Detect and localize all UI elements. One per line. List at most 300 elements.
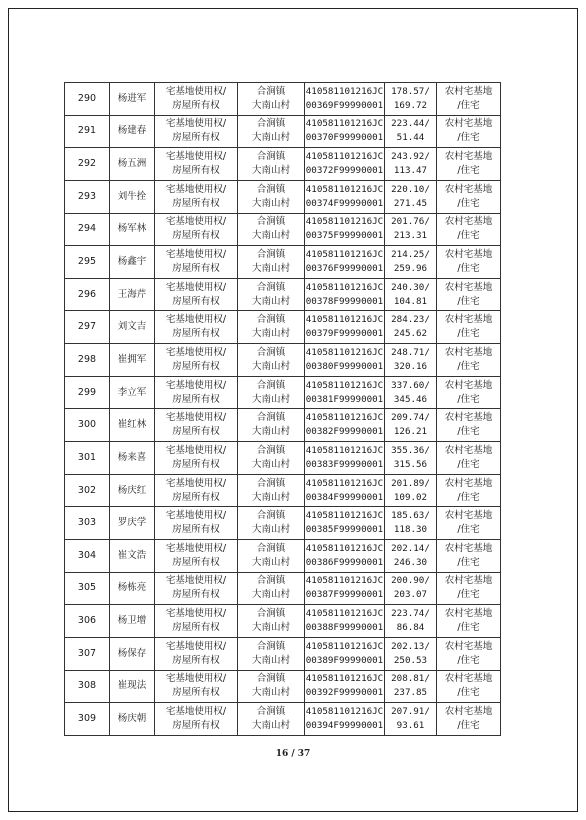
cell-owner-name: 刘牛拴 [110,180,155,213]
cell-serial-number: 309 [65,703,110,736]
cell-land-use-line: /住宅 [457,426,480,438]
cell-unit-code-line: 410581101216JC [305,412,384,424]
cell-right-type-line: 房屋所有权 [172,393,220,405]
cell-unit-code-line: 410581101216JC [305,85,384,97]
cell-unit-code-line: 00378F99990001 [305,295,384,307]
cell-location [238,344,305,377]
cell-location-line: 大南山村 [251,295,290,307]
table-row [65,344,501,377]
cell-land-use-line: /住宅 [457,556,480,568]
cell-right-type [155,278,238,311]
cell-right-type [155,442,238,475]
table-row [65,637,501,670]
cell-unit-code [305,474,385,507]
cell-location-line: 大南山村 [251,165,290,177]
cell-right-type [155,148,238,181]
cell-owner-name: 杨保存 [110,637,155,670]
cell-area-line: 259.96 [393,263,428,275]
cell-unit-code-line: 00387F99990001 [305,589,384,601]
cell-land-use-line: 农村宅基地 [444,249,493,261]
cell-unit-code-line: 00372F99990001 [305,165,384,177]
registration-table [64,82,501,736]
cell-land-use-line: /住宅 [457,524,480,536]
cell-right-type-line: 宅基地使用权/ [165,640,227,652]
cell-right-type-line: 宅基地使用权/ [165,216,227,228]
cell-location-line: 合涧镇 [256,673,286,685]
cell-unit-code-line: 410581101216JC [305,575,384,587]
cell-location-line: 大南山村 [251,524,290,536]
cell-area [385,572,437,605]
cell-owner-name: 罗庆学 [110,507,155,540]
cell-area-line: 315.56 [393,458,428,470]
cell-unit-code-line: 410581101216JC [305,281,384,293]
cell-right-type [155,83,238,116]
cell-unit-code-line: 00392F99990001 [305,687,384,699]
table-row [65,115,501,148]
cell-right-type [155,180,238,213]
cell-unit-code-line: 410581101216JC [305,183,384,195]
cell-serial-number: 291 [65,115,110,148]
cell-unit-code [305,376,385,409]
table-row [65,507,501,540]
cell-right-type-line: 房屋所有权 [172,295,220,307]
cell-location [238,180,305,213]
cell-right-type [155,213,238,246]
registration-table-body [65,83,501,736]
cell-land-use [437,409,501,442]
cell-area-line: 240.30/ [391,281,430,293]
cell-right-type [155,605,238,638]
cell-location-line: 大南山村 [251,99,290,111]
cell-unit-code-line: 00383F99990001 [305,458,384,470]
cell-right-type-line: 房屋所有权 [172,622,220,634]
cell-unit-code-line: 00375F99990001 [305,230,384,242]
cell-unit-code-line: 00376F99990001 [305,263,384,275]
cell-unit-code-line: 410581101216JC [305,542,384,554]
table-row [65,703,501,736]
cell-location-line: 合涧镇 [256,477,286,489]
cell-serial-number: 305 [65,572,110,605]
cell-area [385,539,437,572]
cell-owner-name: 杨来喜 [110,442,155,475]
cell-area-line: 337.60/ [391,379,430,391]
cell-unit-code-line: 00394F99990001 [305,719,384,731]
document-page [8,8,578,812]
cell-unit-code [305,148,385,181]
cell-owner-name: 崔现法 [110,670,155,703]
cell-location-line: 合涧镇 [256,314,286,326]
cell-owner-name: 崔文浩 [110,539,155,572]
cell-unit-code [305,311,385,344]
cell-unit-code [305,180,385,213]
cell-location-line: 大南山村 [251,263,290,275]
table-row [65,670,501,703]
cell-land-use [437,115,501,148]
cell-unit-code-line: 410581101216JC [305,510,384,522]
cell-serial-number: 293 [65,180,110,213]
cell-land-use-line: 农村宅基地 [444,608,493,620]
cell-area-line: 203.07 [393,589,428,601]
cell-location-line: 大南山村 [251,426,290,438]
cell-unit-code-line: 410581101216JC [305,249,384,261]
cell-area-line: 245.62 [393,328,428,340]
cell-area-line: 185.63/ [391,510,430,522]
cell-area [385,507,437,540]
cell-location-line: 合涧镇 [256,705,286,717]
cell-owner-name: 杨建春 [110,115,155,148]
cell-land-use-line: /住宅 [457,654,480,666]
cell-area [385,637,437,670]
table-row [65,246,501,279]
cell-owner-name: 王海芹 [110,278,155,311]
cell-land-use-line: /住宅 [457,328,480,340]
cell-land-use-line: 农村宅基地 [444,151,493,163]
cell-right-type-line: 房屋所有权 [172,99,220,111]
table-row [65,442,501,475]
cell-unit-code-line: 410581101216JC [305,640,384,652]
cell-location [238,605,305,638]
cell-land-use [437,83,501,116]
cell-right-type [155,474,238,507]
cell-serial-number: 303 [65,507,110,540]
cell-right-type [155,311,238,344]
cell-owner-name: 崔红林 [110,409,155,442]
cell-land-use-line: /住宅 [457,491,480,503]
cell-land-use-line: /住宅 [457,230,480,242]
page-number: 16 / 37 [275,749,311,759]
cell-land-use [437,703,501,736]
cell-location-line: 合涧镇 [256,640,286,652]
cell-right-type [155,115,238,148]
cell-area-line: 169.72 [393,99,428,111]
cell-land-use-line: 农村宅基地 [444,412,493,424]
cell-right-type-line: 宅基地使用权/ [165,346,227,358]
cell-unit-code-line: 410581101216JC [305,151,384,163]
cell-serial-number: 290 [65,83,110,116]
cell-owner-name: 杨进军 [110,83,155,116]
cell-location-line: 大南山村 [251,197,290,209]
cell-location [238,115,305,148]
cell-unit-code [305,539,385,572]
cell-land-use-line: /住宅 [457,263,480,275]
cell-area-line: 126.21 [393,426,428,438]
cell-land-use-line: 农村宅基地 [444,673,493,685]
cell-land-use [437,474,501,507]
cell-location-line: 合涧镇 [256,444,286,456]
cell-right-type-line: 房屋所有权 [172,524,220,536]
cell-area-line: 284.23/ [391,314,430,326]
cell-area [385,278,437,311]
cell-area [385,376,437,409]
cell-location-line: 大南山村 [251,622,290,634]
cell-serial-number: 298 [65,344,110,377]
cell-land-use-line: /住宅 [457,719,480,731]
cell-location [238,572,305,605]
cell-right-type-line: 房屋所有权 [172,654,220,666]
cell-location [238,213,305,246]
cell-land-use [437,376,501,409]
cell-unit-code-line: 410581101216JC [305,118,384,130]
cell-location-line: 大南山村 [251,132,290,144]
cell-unit-code [305,637,385,670]
cell-area [385,246,437,279]
cell-location [238,246,305,279]
cell-location-line: 大南山村 [251,589,290,601]
cell-unit-code-line: 410581101216JC [305,216,384,228]
cell-unit-code-line: 00385F99990001 [305,524,384,536]
cell-land-use [437,311,501,344]
cell-right-type-line: 房屋所有权 [172,458,220,470]
cell-right-type [155,344,238,377]
cell-location-line: 大南山村 [251,393,290,405]
cell-unit-code [305,83,385,116]
cell-right-type-line: 房屋所有权 [172,230,220,242]
cell-location [238,637,305,670]
cell-location [238,376,305,409]
cell-right-type-line: 宅基地使用权/ [165,510,227,522]
cell-right-type-line: 宅基地使用权/ [165,281,227,293]
cell-unit-code [305,572,385,605]
cell-serial-number: 307 [65,637,110,670]
cell-area-line: 248.71/ [391,346,430,358]
cell-right-type-line: 房屋所有权 [172,165,220,177]
cell-location [238,442,305,475]
cell-unit-code-line: 00380F99990001 [305,360,384,372]
cell-unit-code-line: 00379F99990001 [305,328,384,340]
cell-location-line: 合涧镇 [256,183,286,195]
cell-land-use-line: 农村宅基地 [444,379,493,391]
table-row [65,213,501,246]
table-row [65,409,501,442]
table-row [65,83,501,116]
cell-land-use-line: /住宅 [457,99,480,111]
cell-right-type-line: 宅基地使用权/ [165,608,227,620]
cell-location [238,409,305,442]
cell-serial-number: 301 [65,442,110,475]
cell-area [385,344,437,377]
cell-right-type-line: 房屋所有权 [172,132,220,144]
cell-serial-number: 300 [65,409,110,442]
cell-area [385,83,437,116]
cell-unit-code-line: 00388F99990001 [305,622,384,634]
cell-unit-code-line: 410581101216JC [305,673,384,685]
table-row [65,539,501,572]
cell-land-use-line: 农村宅基地 [444,183,493,195]
cell-location-line: 合涧镇 [256,216,286,228]
cell-right-type-line: 房屋所有权 [172,719,220,731]
cell-right-type [155,637,238,670]
cell-land-use [437,148,501,181]
cell-owner-name: 杨五洲 [110,148,155,181]
cell-land-use-line: /住宅 [457,165,480,177]
cell-land-use-line: /住宅 [457,687,480,699]
cell-area-line: 104.81 [393,295,428,307]
cell-land-use [437,344,501,377]
cell-unit-code [305,703,385,736]
cell-location-line: 大南山村 [251,458,290,470]
cell-unit-code-line: 410581101216JC [305,608,384,620]
cell-right-type [155,246,238,279]
cell-location-line: 大南山村 [251,360,290,372]
cell-unit-code-line: 410581101216JC [305,444,384,456]
cell-location [238,539,305,572]
cell-location-line: 大南山村 [251,491,290,503]
cell-unit-code-line: 00370F99990001 [305,132,384,144]
cell-area-line: 213.31 [393,230,428,242]
cell-area-line: 201.76/ [391,216,430,228]
cell-unit-code-line: 410581101216JC [305,705,384,717]
cell-area-line: 243.92/ [391,151,430,163]
cell-right-type-line: 房屋所有权 [172,687,220,699]
cell-unit-code-line: 00369F99990001 [305,99,384,111]
cell-area-line: 209.74/ [391,412,430,424]
cell-unit-code [305,409,385,442]
cell-owner-name: 杨鑫宇 [110,246,155,279]
cell-area-line: 320.16 [393,360,428,372]
cell-area-line: 93.61 [396,719,425,731]
cell-area-line: 202.13/ [391,640,430,652]
cell-area [385,115,437,148]
cell-unit-code [305,213,385,246]
cell-right-type-line: 房屋所有权 [172,426,220,438]
cell-area [385,442,437,475]
cell-serial-number: 296 [65,278,110,311]
cell-land-use-line: /住宅 [457,589,480,601]
cell-unit-code-line: 00389F99990001 [305,654,384,666]
cell-land-use-line: /住宅 [457,132,480,144]
cell-location-line: 大南山村 [251,719,290,731]
cell-area-line: 200.90/ [391,575,430,587]
cell-serial-number: 304 [65,539,110,572]
cell-area-line: 113.47 [393,165,428,177]
cell-unit-code [305,670,385,703]
cell-location-line: 合涧镇 [256,412,286,424]
cell-area [385,148,437,181]
cell-land-use [437,605,501,638]
cell-area-line: 220.10/ [391,183,430,195]
cell-serial-number: 295 [65,246,110,279]
cell-land-use [437,670,501,703]
cell-right-type-line: 宅基地使用权/ [165,705,227,717]
cell-right-type [155,376,238,409]
cell-owner-name: 杨军林 [110,213,155,246]
cell-unit-code [305,115,385,148]
cell-land-use-line: /住宅 [457,393,480,405]
cell-location-line: 合涧镇 [256,379,286,391]
cell-area [385,670,437,703]
cell-right-type-line: 房屋所有权 [172,556,220,568]
cell-right-type-line: 宅基地使用权/ [165,412,227,424]
cell-serial-number: 292 [65,148,110,181]
table-row [65,605,501,638]
cell-area-line: 246.30 [393,556,428,568]
cell-unit-code [305,442,385,475]
cell-right-type-line: 房屋所有权 [172,360,220,372]
cell-area-line: 51.44 [396,132,425,144]
cell-right-type-line: 宅基地使用权/ [165,477,227,489]
cell-location [238,507,305,540]
cell-right-type-line: 房屋所有权 [172,491,220,503]
cell-location-line: 合涧镇 [256,542,286,554]
cell-owner-name: 杨卫增 [110,605,155,638]
cell-area-line: 345.46 [393,393,428,405]
cell-area-line: 271.45 [393,197,428,209]
cell-serial-number: 294 [65,213,110,246]
cell-location [238,148,305,181]
cell-land-use-line: /住宅 [457,197,480,209]
cell-unit-code [305,344,385,377]
cell-area-line: 208.81/ [391,673,430,685]
cell-right-type-line: 宅基地使用权/ [165,444,227,456]
cell-area [385,213,437,246]
cell-right-type [155,703,238,736]
cell-right-type-line: 宅基地使用权/ [165,673,227,685]
cell-owner-name: 李立军 [110,376,155,409]
cell-right-type-line: 宅基地使用权/ [165,151,227,163]
cell-unit-code [305,507,385,540]
cell-owner-name: 崔拥军 [110,344,155,377]
cell-land-use-line: /住宅 [457,622,480,634]
cell-unit-code-line: 00386F99990001 [305,556,384,568]
cell-land-use-line: 农村宅基地 [444,216,493,228]
cell-right-type-line: 宅基地使用权/ [165,118,227,130]
cell-location-line: 合涧镇 [256,575,286,587]
cell-location-line: 合涧镇 [256,510,286,522]
cell-unit-code [305,278,385,311]
cell-area-line: 178.57/ [391,85,430,97]
cell-location [238,474,305,507]
cell-unit-code-line: 00374F99990001 [305,197,384,209]
cell-area [385,409,437,442]
cell-area-line: 202.14/ [391,542,430,554]
cell-area-line: 207.91/ [391,705,430,717]
cell-area [385,605,437,638]
cell-right-type-line: 宅基地使用权/ [165,314,227,326]
cell-right-type [155,670,238,703]
cell-right-type-line: 房屋所有权 [172,263,220,275]
cell-land-use-line: 农村宅基地 [444,510,493,522]
cell-serial-number: 308 [65,670,110,703]
cell-right-type-line: 房屋所有权 [172,589,220,601]
cell-unit-code-line: 00381F99990001 [305,393,384,405]
cell-right-type [155,572,238,605]
cell-right-type-line: 宅基地使用权/ [165,575,227,587]
cell-location-line: 大南山村 [251,556,290,568]
table-row [65,180,501,213]
cell-land-use-line: 农村宅基地 [444,118,493,130]
cell-right-type-line: 宅基地使用权/ [165,249,227,261]
cell-land-use-line: 农村宅基地 [444,85,493,97]
table-row [65,376,501,409]
cell-location [238,278,305,311]
cell-right-type-line: 房屋所有权 [172,328,220,340]
cell-land-use-line: 农村宅基地 [444,575,493,587]
cell-location-line: 大南山村 [251,328,290,340]
cell-area-line: 214.25/ [391,249,430,261]
cell-unit-code-line: 00384F99990001 [305,491,384,503]
cell-area-line: 118.30 [393,524,428,536]
cell-owner-name: 刘文吉 [110,311,155,344]
cell-land-use [437,180,501,213]
table-row [65,311,501,344]
cell-land-use-line: 农村宅基地 [444,314,493,326]
cell-land-use [437,539,501,572]
table-row [65,148,501,181]
cell-land-use-line: 农村宅基地 [444,705,493,717]
cell-land-use-line: 农村宅基地 [444,346,493,358]
cell-unit-code-line: 410581101216JC [305,477,384,489]
table-row [65,572,501,605]
